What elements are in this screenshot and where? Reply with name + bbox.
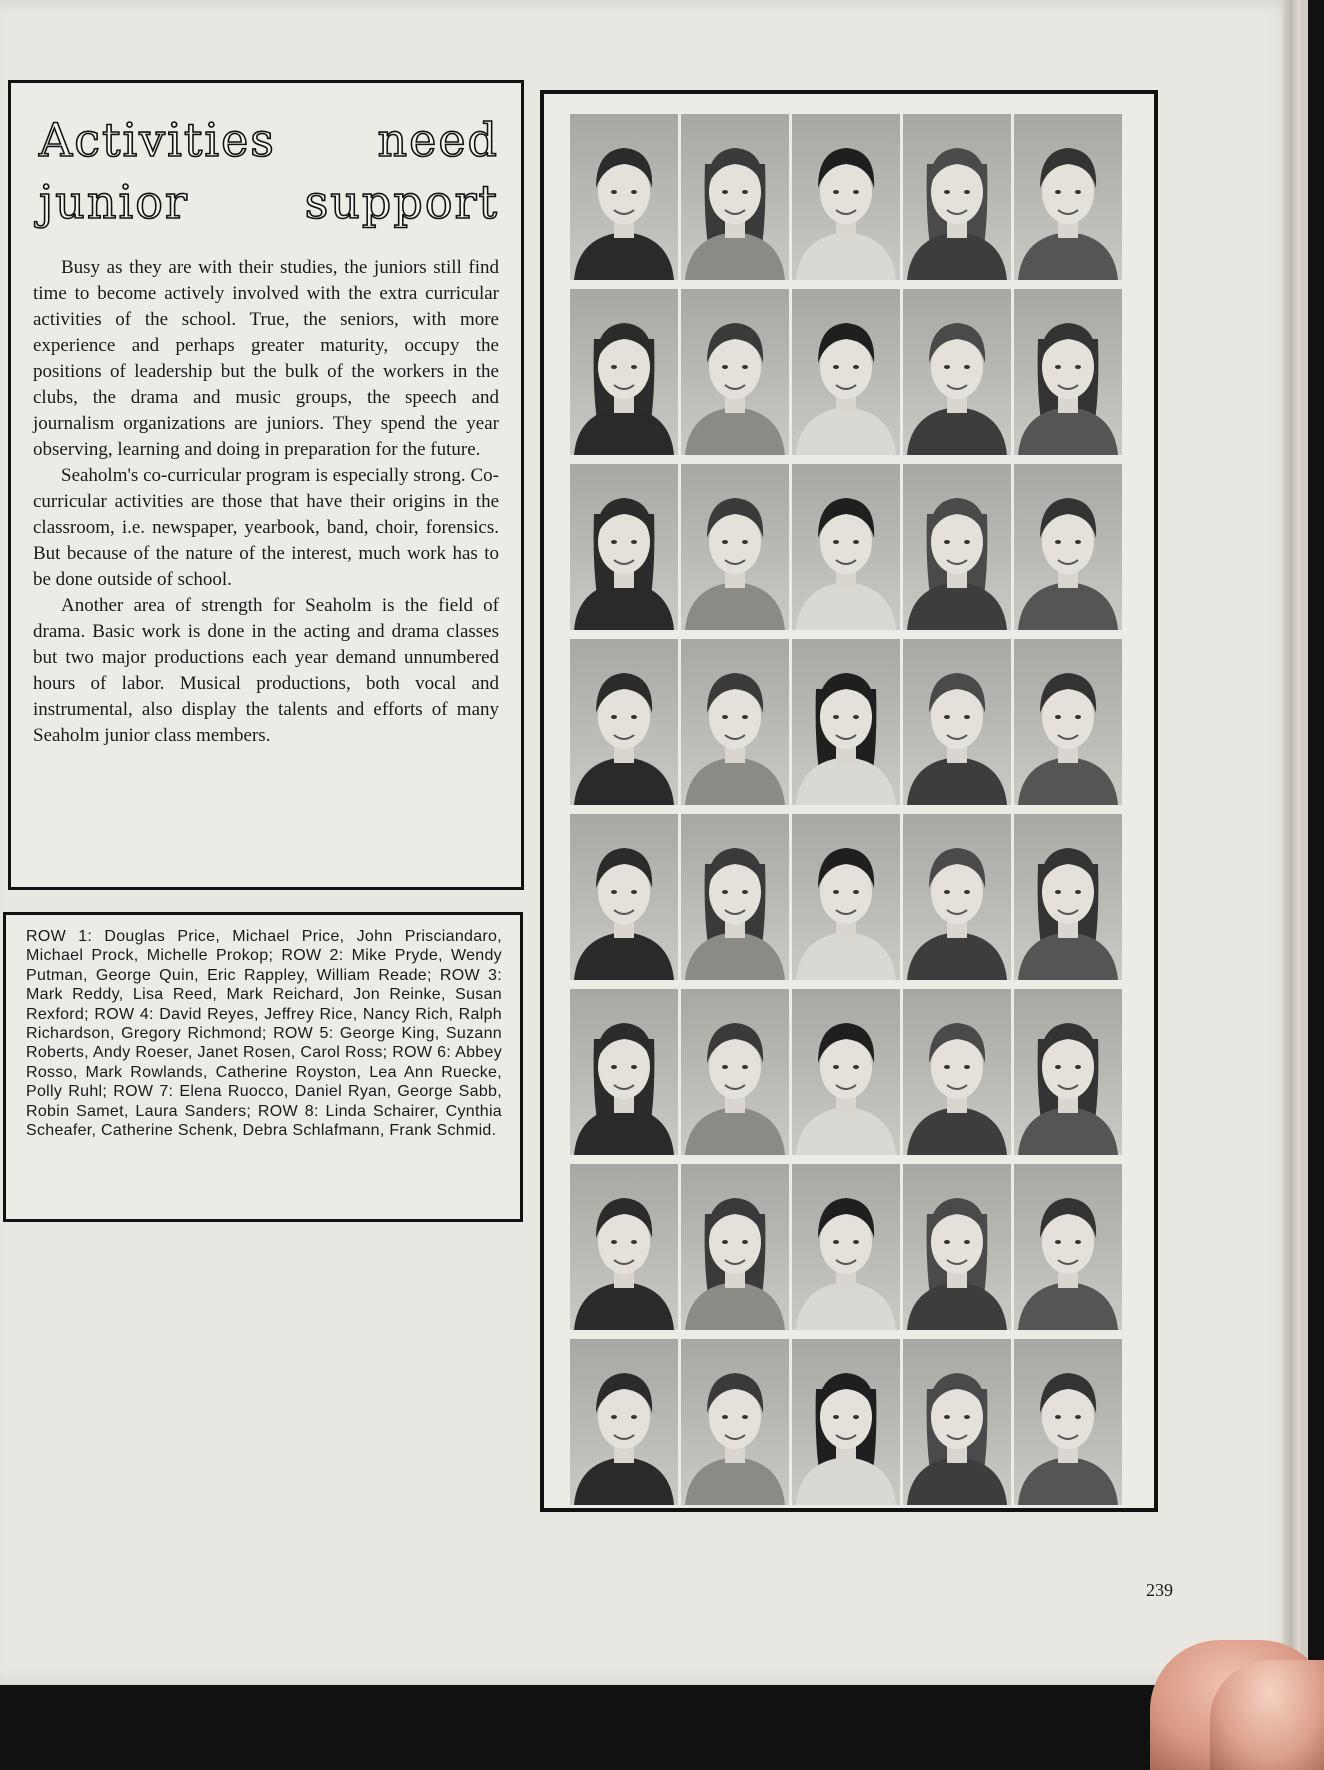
portrait-photo [681,989,789,1155]
portrait-photo [681,289,789,455]
portrait-photo [1014,464,1122,630]
portrait-photo [681,1164,789,1330]
portrait-photo [1014,639,1122,805]
portrait-photo [903,639,1011,805]
headline-word: need [377,113,499,167]
headline-word: junior [39,175,189,229]
portrait-photo [792,989,900,1155]
portrait-photo [792,464,900,630]
portrait-photo [903,289,1011,455]
portrait-photo [570,289,678,455]
portrait-photo [903,989,1011,1155]
headline-word: Activities [39,113,276,167]
portrait-photo [1014,114,1122,280]
portrait-photo [903,1164,1011,1330]
portrait-photo [903,1339,1011,1505]
portrait-photo [570,989,678,1155]
portrait-panel [540,90,1158,1512]
headline-word: support [304,175,499,229]
thumb-image [1210,1660,1324,1770]
portrait-photo [903,464,1011,630]
story-paragraph: Busy as they are with their studies, the juniors still find time to become actively involved with the extra curricular activities of the school. True, the seniors, with more experience and perhaps greater maturity, occupy the positions of leadership but the bulk of the workers in the clubs, the drama and music groups, the speech and journalism organizations are juniors. They spend the year observing, learning and doing in preparation for the future. [33,257,499,460]
portrait-photo [903,814,1011,980]
portrait-photo [1014,814,1122,980]
portrait-photo [570,464,678,630]
portrait-photo [792,639,900,805]
portrait-photo [681,814,789,980]
story-box [8,80,524,890]
portrait-photo [1014,1164,1122,1330]
caption-text: ROW 1: Douglas Price, Michael Price, John Prisciandaro, Michael Prock, Michelle Prokop; ROW 2: Mike Pryde, Wendy Putman, George Quin, Eric Rappley, William Reade; ROW 3: Mark Reddy, Lisa Reed, Mark Reichard, Jon Reinke, Susan Rexford; ROW 4: David Reyes, Jeffrey Rice, Nancy Rich, Ralph Richardson, Gregory Richmond; ROW 5: George King, Suzann Roberts, Andy Roeser, Janet Rosen, Carol Ross; ROW 6: Abbey Rosso, Mark Rowlands, Catherine Royston, Lea Ann Ruecke, Polly Ruhl; ROW 7: Elena Ruocco, Daniel Ryan, George Sabb, Robin Samet, Laura Sanders; ROW 8: Linda Schairer, Cynthia Scheafer, Catherine Schenk, Debra Schlafmann, Frank Schmid. [26,928,502,1140]
portrait-grid [570,114,1122,1505]
portrait-photo [903,114,1011,280]
portrait-photo [792,814,900,980]
page-spine-shadow [1282,0,1300,1685]
portrait-photo [1014,1339,1122,1505]
headline [39,109,499,233]
portrait-photo [570,814,678,980]
portrait-photo [570,114,678,280]
portrait-photo [570,639,678,805]
portrait-photo [792,289,900,455]
page-number: 239 [1146,1580,1173,1600]
portrait-photo [792,114,900,280]
portrait-photo [570,1164,678,1330]
caption-box [3,912,523,1222]
portrait-photo [792,1339,900,1505]
portrait-photo [1014,289,1122,455]
portrait-photo [792,1164,900,1330]
portrait-photo [570,1339,678,1505]
portrait-photo [681,114,789,280]
portrait-photo [1014,989,1122,1155]
portrait-photo [681,639,789,805]
portrait-photo [681,1339,789,1505]
story-paragraph: Seaholm's co-curricular program is especially strong. Co-curricular activities are those that have their origins in the classroom, i.e. newspaper, yearbook, band, choir, forensics. But because of the nature of the interest, much work has to be done outside of school. [33,465,499,590]
portrait-photo [681,464,789,630]
story-paragraph: Another area of strength for Seaholm is the field of drama. Basic work is done in the acting and drama classes but two major productions each year demand unnumbered hours of labor. Musical productions, both vocal and instrumental, also display the talents and efforts of many Seaholm junior class members. [33,595,499,746]
